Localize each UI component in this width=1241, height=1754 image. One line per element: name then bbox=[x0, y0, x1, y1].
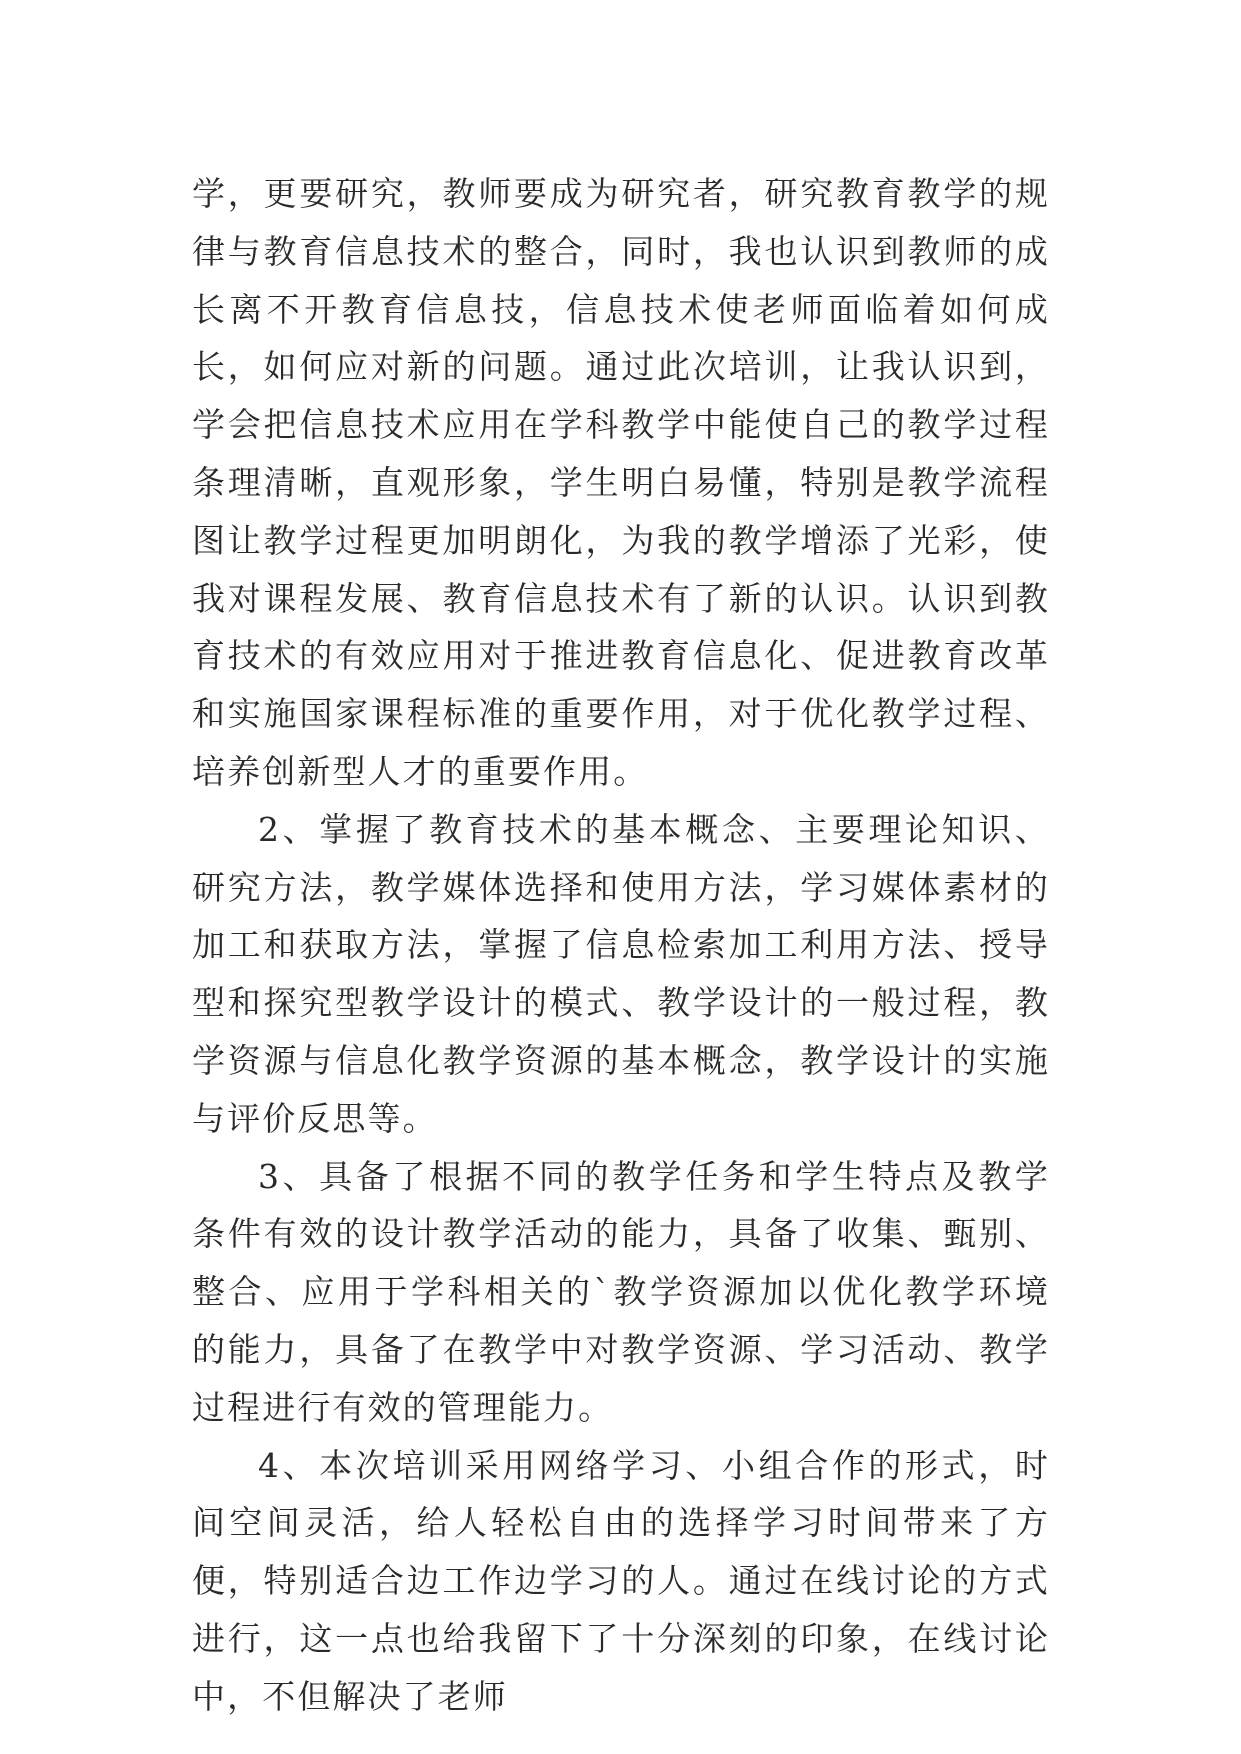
paragraph-continuation: 学，更要研究，教师要成为研究者，研究教育教学的规律与教育信息技术的整合，同时，我也认识到教师的成长离不开教育信息技，信息技术使老师面临着如何成长，如何应对新的问题。通过此次培训，让我认识到，学会把信息技术应用在学科教学中能使自己的教学过程条理清晰，直观形象，学生明白易懂，特别是教学流程图让教学过程更加明朗化，为我的教学增添了光彩，使我对课程发展、教育信息技术有了新的认识。认识到教育技术的有效应用对于推进教育信息化、促进教育改革和实施国家课程标准的重要作用，对于优化教学过程、培养创新型人才的重要作用。 bbox=[192, 174, 1050, 791]
paragraph-item-4: 4、本次培训采用网络学习、小组合作的形式，时间空间灵活，给人轻松自由的选择学习时间带来了方便，特别适合边工作边学习的人。通过在线讨论的方式进行，这一点也给我留下了十分深刻的印象，在线讨论中，不但解决了老师 bbox=[192, 1445, 1050, 1716]
body-text bbox=[192, 165, 1050, 1726]
paragraph-item-3: 3、具备了根据不同的教学任务和学生特点及教学条件有效的设计教学活动的能力，具备了收集、甄别、整合、应用于学科相关的`教学资源加以优化教学环境的能力，具备了在教学中对教学资源、学习活动、教学过程进行有效的管理能力。 bbox=[192, 1156, 1050, 1427]
paragraph-item-2: 2、掌握了教育技术的基本概念、主要理论知识、研究方法，教学媒体选择和使用方法，学习媒体素材的加工和获取方法，掌握了信息检索加工利用方法、授导型和探究型教学设计的模式、教学设计的一般过程，教学资源与信息化教学资源的基本概念，教学设计的实施与评价反思等。 bbox=[192, 809, 1050, 1138]
